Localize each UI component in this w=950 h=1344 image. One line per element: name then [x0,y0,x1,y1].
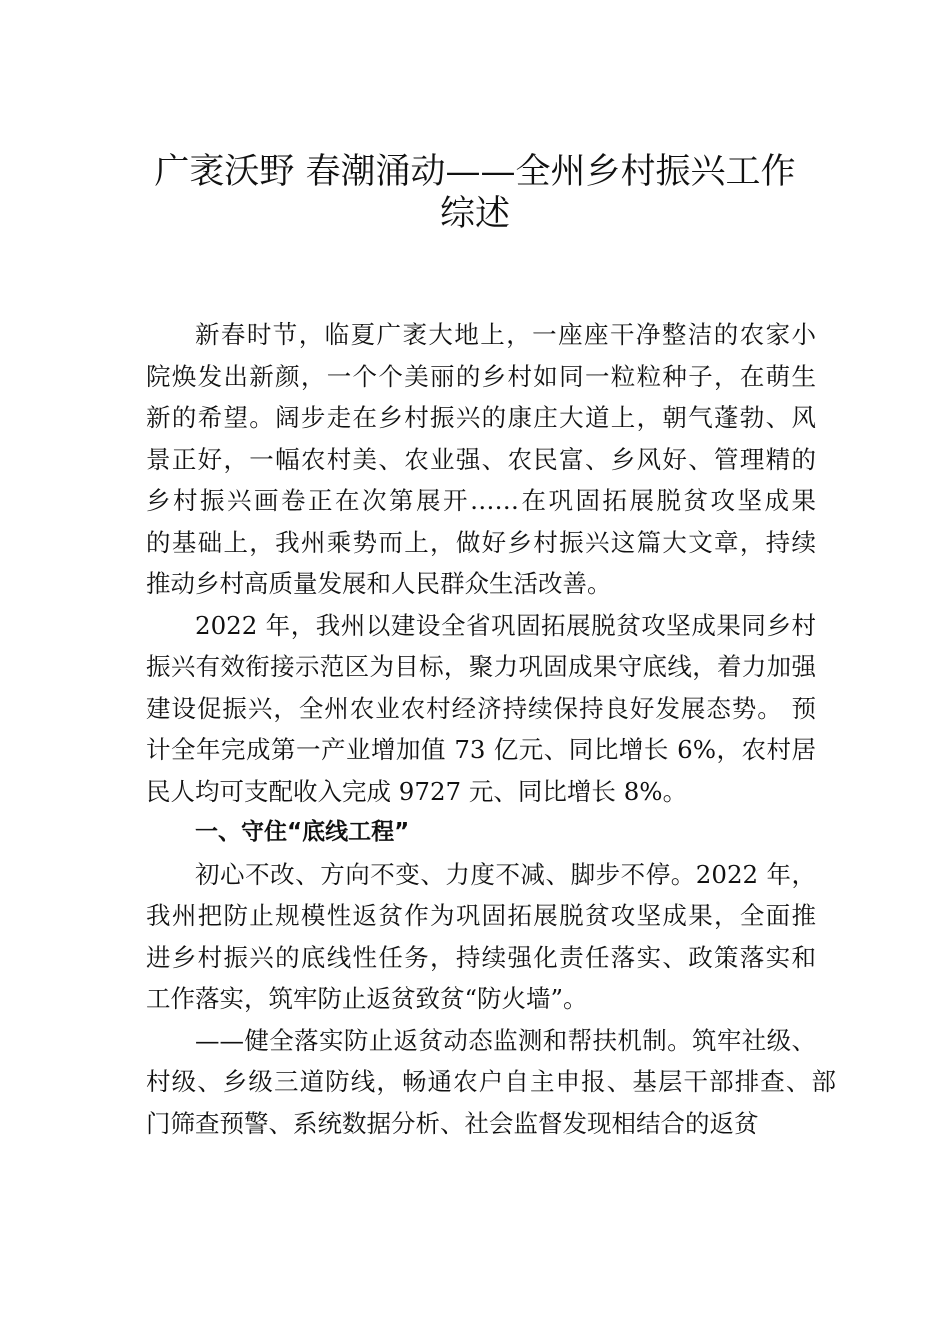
text-line: 乡村振兴画卷正在次第展开……在巩固拓展脱贫攻坚成果 [146,486,816,515]
paragraph-intro [146,314,816,605]
text-line: 门筛查预警、系统数据分析、社会监督发现相结合的返贫 [146,1108,759,1138]
section-heading [146,812,816,854]
title-line-2: 综述 [439,193,510,234]
section-heading-text: 一、守住“底线工程” [195,819,410,845]
title-line-1: 广袤沃野 春潮涌动——全州乡村振兴工作 [154,152,796,192]
text-line: 工作落实，筑牢防止返贫致贫“防火墙”。 [146,984,588,1013]
text-line: 景正好，一幅农村美、农业强、农民富、乡风好、管理精的 [146,444,816,474]
text-line: 新春时节，临夏广袤大地上，一座座干净整洁的农家小 [195,320,816,349]
text-line: 初心不改、方向不变、力度不减、脚步不停。2022 年， [195,859,816,889]
paragraph-bottom-line [146,854,816,1020]
text-line: 计全年完成第一产业增加值 73 亿元、同比增长 6%，农村居 [146,735,816,764]
text-line: 村级、乡级三道防线，畅通农户自主申报、基层干部排查、部 [146,1067,836,1096]
document-body [146,314,836,1144]
document-title [120,152,830,235]
text-line: 院焕发出新颜，一个个美丽的乡村如同一粒粒种子，在萌生 [146,361,816,391]
text-line: 2022 年，我州以建设全省巩固拓展脱贫攻坚成果同乡村 [195,610,816,640]
text-line: ——健全落实防止返贫动态监测和帮扶机制。筑牢社级、 [195,1025,816,1055]
paragraph-monitoring [146,1020,836,1145]
text-line: 我州把防止规模性返贫作为巩固拓展脱贫攻坚成果，全面推 [146,901,816,930]
text-line: 建设促振兴，全州农业农村经济持续保持良好发展态势。 预 [146,693,816,723]
paragraph-2022-summary [146,605,816,813]
text-line: 进乡村振兴的底线性任务，持续强化责任落实、政策落实和 [146,942,816,972]
text-line: 新的希望。阔步走在乡村振兴的康庄大道上，朝气蓬勃、风 [146,403,816,432]
text-line: 振兴有效衔接示范区为目标，聚力巩固成果守底线，着力加强 [146,652,816,681]
text-line: 推动乡村高质量发展和人民群众生活改善。 [146,569,612,598]
text-line: 民人均可支配收入完成 9727 元、同比增长 8%。 [146,776,688,806]
text-line: 的基础上，我州乘势而上，做好乡村振兴这篇大文章，持续 [146,527,816,557]
